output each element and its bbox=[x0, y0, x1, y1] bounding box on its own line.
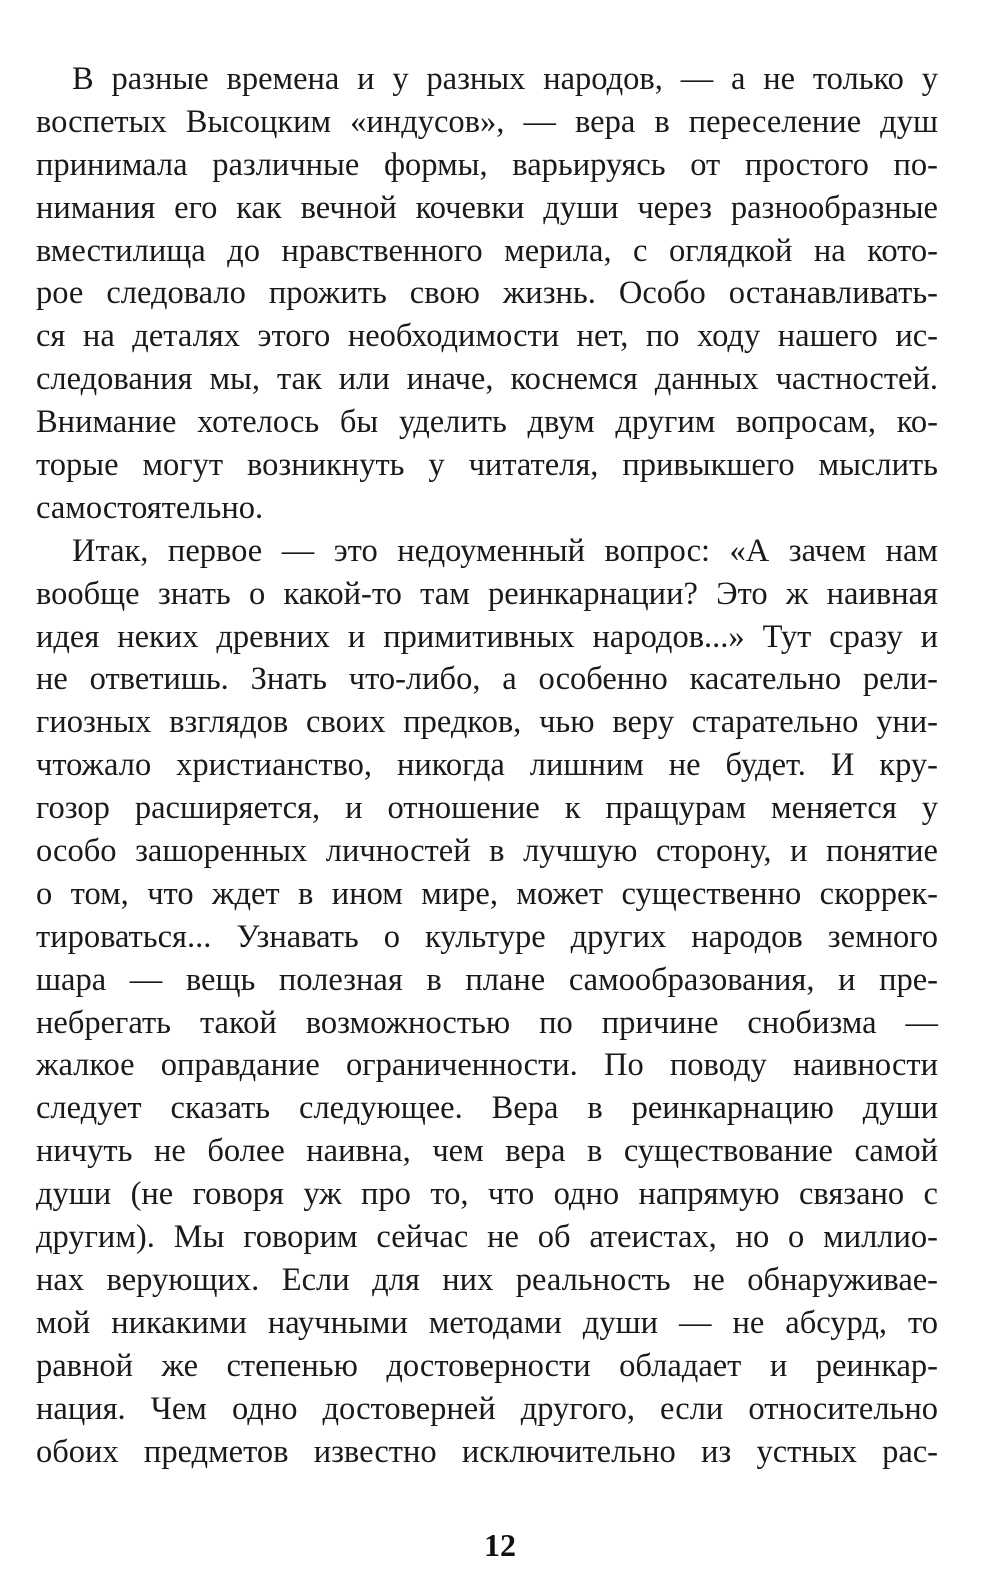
text-line: воспетых Высоцким «индусов», — вера в переселение душ bbox=[36, 103, 938, 140]
text-line: нах верующих. Если для них реальность не обнаруживае- bbox=[36, 1261, 938, 1298]
paragraph bbox=[36, 530, 938, 1474]
text-line: следует сказать следующее. Вера в реинкарнацию души bbox=[36, 1090, 938, 1127]
text-line: жалкое оправдание ограниченности. По поводу наивности bbox=[36, 1047, 938, 1084]
text-line: вообще знать о какой-то там реинкарнации? Это ж наивная bbox=[36, 575, 938, 612]
text-line: самостоятельно. bbox=[36, 489, 264, 526]
text-line: шара — вещь полезная в плане самообразования, и пре- bbox=[36, 961, 938, 998]
text-line: вместилища до нравственного мерила, с оглядкой на кото- bbox=[36, 232, 938, 269]
text-line: тироваться... Узнавать о культуре других народов земного bbox=[36, 918, 938, 955]
text-line: нимания его как вечной кочевки души через разнообразные bbox=[36, 189, 938, 226]
text-line: другим). Мы говорим сейчас не об атеистах, но о миллио- bbox=[36, 1219, 938, 1256]
paragraph bbox=[36, 58, 938, 530]
page-number: 12 bbox=[484, 1527, 516, 1563]
text-line: ся на деталях этого необходимости нет, по ходу нашего ис- bbox=[36, 318, 938, 355]
text-line: ничуть не более наивна, чем вера в существование самой bbox=[36, 1133, 938, 1170]
text-line: не ответишь. Знать что-либо, а особенно касательно рели- bbox=[36, 661, 938, 698]
text-line: равной же степенью достоверности обладает и реинкар- bbox=[36, 1347, 938, 1384]
text-line: следования мы, так или иначе, коснемся данных частностей. bbox=[36, 361, 938, 398]
text-line: Внимание хотелось бы уделить двум другим вопросам, ко- bbox=[36, 404, 938, 441]
text-line: небрегать такой возможностью по причине снобизма — bbox=[36, 1004, 938, 1041]
text-line: особо зашоренных личностей в лучшую сторону, и понятие bbox=[36, 833, 938, 870]
text-line: Итак, первое — это недоуменный вопрос: «А зачем нам bbox=[72, 532, 938, 569]
text-line: чтожало христианство, никогда лишним не будет. И кру- bbox=[36, 747, 938, 784]
text-line: торые могут возникнуть у читателя, привыкшего мыслить bbox=[36, 447, 938, 484]
text-line: принимала различные формы, варьируясь от простого по- bbox=[36, 146, 938, 183]
text-line: рое следовало прожить свою жизнь. Особо останавливать- bbox=[36, 275, 938, 312]
text-line: души (не говоря уж про то, что одно напрямую связано с bbox=[36, 1176, 938, 1213]
text-line: мой никакими научными методами души — не абсурд, то bbox=[36, 1304, 938, 1341]
text-line: нация. Чем одно достоверней другого, если относительно bbox=[36, 1390, 938, 1427]
text-line: гиозных взглядов своих предков, чью веру старательно уни- bbox=[36, 704, 938, 741]
text-line: гозор расширяется, и отношение к пращурам меняется у bbox=[36, 790, 938, 827]
text-line: о том, что ждет в ином мире, может существенно скоррек- bbox=[36, 875, 938, 912]
text-line: В разные времена и у разных народов, — а не только у bbox=[72, 61, 938, 97]
text-line: идея неких древних и примитивных народов...» Тут сразу и bbox=[36, 618, 938, 655]
text-line: обоих предметов известно исключительно из устных рас- bbox=[36, 1433, 938, 1470]
page-body bbox=[36, 58, 938, 1473]
